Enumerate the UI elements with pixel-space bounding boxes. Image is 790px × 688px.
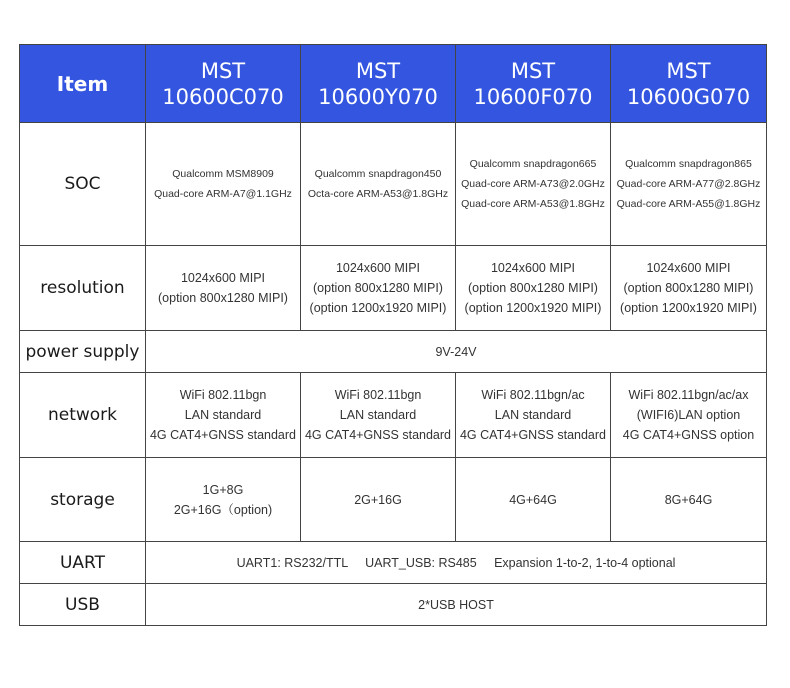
resolution-cell-3 [456,246,611,331]
storage-cell-4 [611,458,767,542]
header-model-3 [456,45,611,123]
network-4-line-3: 4G CAT4+GNSS option [622,428,755,442]
resolution-2-line-1: 1024x600 MIPI [335,261,421,275]
resolution-label: resolution [20,246,146,331]
soc-3-line-3: Quad-core ARM-A53@1.8GHz [461,198,605,210]
storage-1-line-1: 1G+8G [202,482,244,497]
resolution-cell-2 [301,246,456,331]
soc-cell-1 [146,123,301,246]
network-label: network [20,373,146,458]
storage-label: storage [20,458,146,542]
resolution-cell-4 [611,246,767,331]
storage-cell-3 [456,458,611,542]
soc-row [20,123,767,246]
power-label: power supply [20,331,146,373]
soc-1-line-1: Qualcomm MSM8909 [172,168,274,180]
resolution-3-line-1: 1024x600 MIPI [490,261,576,275]
network-1-line-2: LAN standard [184,408,262,422]
resolution-2-line-3: (option 1200x1920 MIPI) [309,301,447,315]
network-4-line-1: WiFi 802.11bgn/ac/ax [628,388,749,402]
network-1-line-1: WiFi 802.11bgn [179,388,267,402]
header-model-2 [301,45,456,123]
uart-value: UART1: RS232/TTL UART_USB: RS485 Expansion 1-to-2, 1-to-4 optional [146,542,767,584]
storage-1-line-2: 2G+16G（option) [173,502,273,517]
resolution-row [20,246,767,331]
soc-4-line-1: Qualcomm snapdragon865 [625,158,752,170]
network-cell-3 [456,373,611,458]
network-row [20,373,767,458]
storage-4-line-1: 8G+64G [664,492,713,507]
model-1-line-1: MST [200,58,246,83]
network-4-line-2: (WIFI6)LAN option [636,408,741,422]
soc-cell-3 [456,123,611,246]
resolution-4-line-2: (option 800x1280 MIPI) [623,281,754,295]
resolution-4-line-1: 1024x600 MIPI [646,261,731,275]
model-3-line-1: MST [510,58,556,83]
model-1-line-2: 10600C070 [162,84,284,109]
soc-1-line-2: Quad-core ARM-A7@1.1GHz [154,188,292,200]
storage-cell-2 [301,458,456,542]
storage-row [20,458,767,542]
resolution-1-line-1: 1024x600 MIPI [180,271,266,285]
uart-label: UART [20,542,146,584]
network-2-line-1: WiFi 802.11bgn [334,388,422,402]
network-3-line-1: WiFi 802.11bgn/ac [481,388,585,402]
resolution-3-line-3: (option 1200x1920 MIPI) [464,301,602,315]
header-model-1 [146,45,301,123]
soc-label: SOC [20,123,146,246]
network-2-line-2: LAN standard [339,408,417,422]
resolution-cell-1 [146,246,301,331]
power-value: 9V-24V [146,331,767,373]
model-4-line-2: 10600G070 [626,84,751,109]
storage-3-line-1: 4G+64G [509,492,557,507]
soc-2-line-1: Qualcomm snapdragon450 [314,168,442,180]
network-1-line-3: 4G CAT4+GNSS standard [149,428,296,442]
network-2-line-3: 4G CAT4+GNSS standard [304,428,451,442]
soc-4-line-2: Quad-core ARM-A77@2.8GHz [616,178,761,190]
model-3-line-2: 10600F070 [473,84,593,109]
network-cell-2 [301,373,456,458]
model-2-line-1: MST [355,58,401,83]
network-cell-4 [611,373,767,458]
network-3-line-2: LAN standard [494,408,572,422]
soc-2-line-2: Octa-core ARM-A53@1.8GHz [307,188,449,200]
soc-4-line-3: Quad-core ARM-A55@1.8GHz [616,198,761,210]
resolution-1-line-2: (option 800x1280 MIPI) [158,291,288,305]
storage-2-line-1: 2G+16G [354,492,402,507]
network-cell-1 [146,373,301,458]
header-item: Item [20,45,146,123]
storage-cell-1 [146,458,301,542]
header-row [20,45,767,123]
resolution-2-line-2: (option 800x1280 MIPI) [313,281,443,295]
spec-table [19,44,767,626]
soc-3-line-1: Qualcomm snapdragon665 [469,158,597,170]
usb-label: USB [20,584,146,626]
resolution-4-line-3: (option 1200x1920 MIPI) [620,301,757,315]
header-model-4 [611,45,767,123]
soc-cell-4 [611,123,767,246]
uart-row [20,542,767,584]
model-4-line-1: MST [666,58,711,83]
network-3-line-3: 4G CAT4+GNSS standard [459,428,606,442]
soc-3-line-2: Quad-core ARM-A73@2.0GHz [461,178,605,190]
power-row [20,331,767,373]
usb-value: 2*USB HOST [146,584,767,626]
usb-row [20,584,767,626]
soc-cell-2 [301,123,456,246]
model-2-line-2: 10600Y070 [318,84,438,109]
resolution-3-line-2: (option 800x1280 MIPI) [468,281,598,295]
